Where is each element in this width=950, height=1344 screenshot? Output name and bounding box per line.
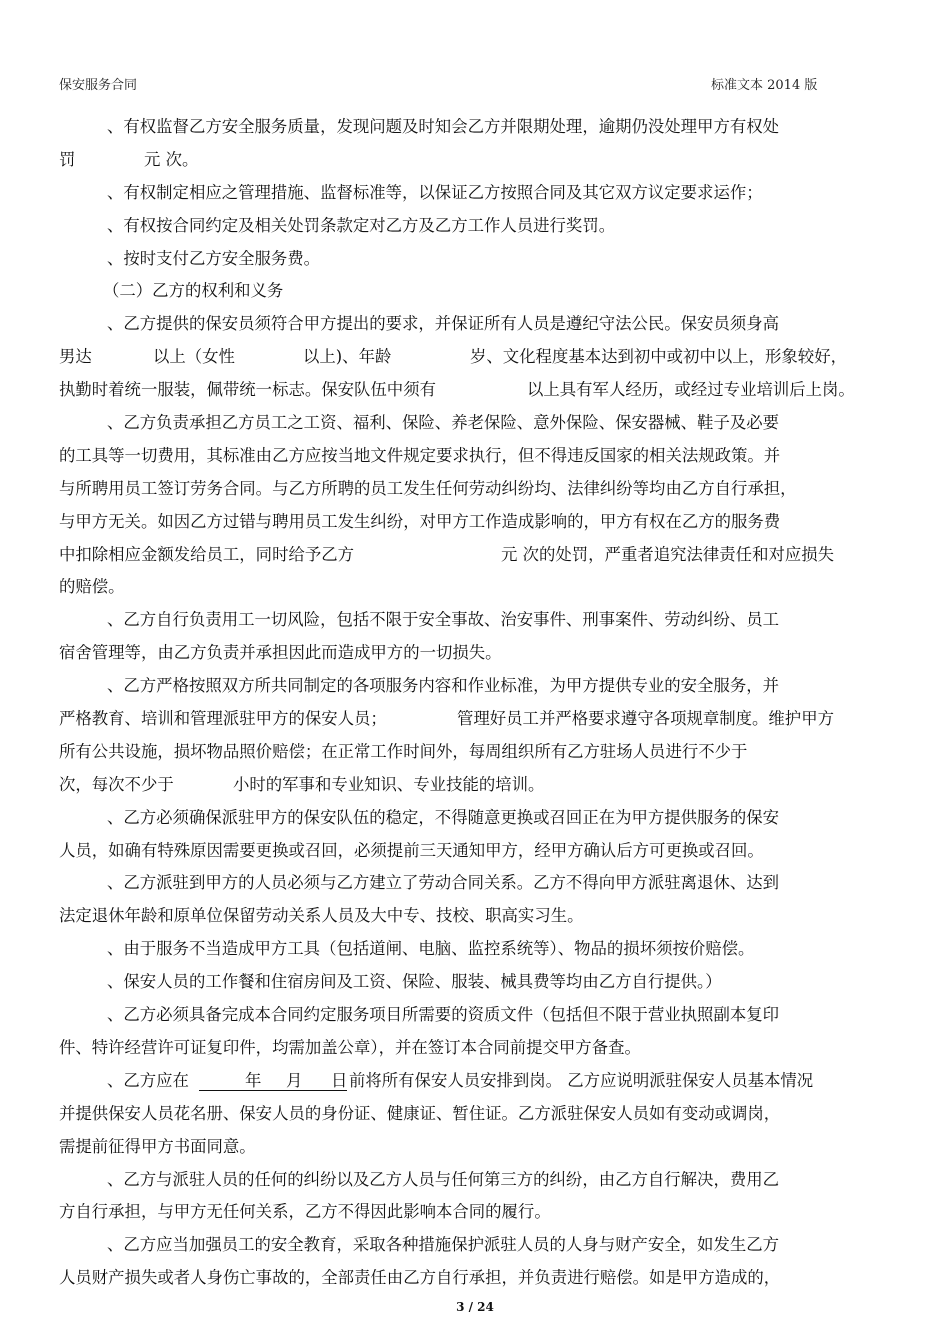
text-run: 、乙方与派驻人员的任何的纠纷以及乙方人员与任何第三方的纠纷，由乙方自行解决，费用乙	[107, 1169, 780, 1189]
text-run: 罚	[59, 149, 76, 169]
date-blank-underline	[199, 1068, 347, 1091]
text-run: 件、特许经营许可证复印件，均需加盖公章），并在签订本合同前提交甲方备查。	[59, 1037, 641, 1057]
text-run: 以上具有军人经历，或经过专业培训后上岗。	[527, 380, 855, 400]
text-run: 日	[331, 1070, 348, 1090]
text-line	[59, 571, 895, 604]
text-line	[59, 473, 895, 506]
text-run: 、乙方自行负责用工一切风险，包括不限于安全事故、治安事件、刑事案件、劳动纠纷、员工	[107, 610, 780, 630]
text-run: 宿舍管理等，由乙方负责并承担因此而造成甲方的一切损失。	[59, 643, 502, 663]
text-line	[59, 111, 895, 144]
text-line	[59, 1065, 895, 1098]
text-line	[59, 177, 895, 210]
text-run: 、有权制定相应之管理措施、监督标准等，以保证乙方按照合同及其它双方议定要求运作；	[107, 182, 763, 202]
section-heading	[59, 275, 895, 308]
text-line	[59, 835, 895, 868]
text-line	[59, 210, 895, 243]
text-run: 执勤时着统一服装，佩带统一标志。保安队伍中须有	[59, 380, 436, 400]
contract-body	[59, 111, 895, 1295]
text-run: 的工具等一切费用，其标准由乙方应按当地文件规定要求执行，但不得违反国家的相关法规政策。并	[59, 445, 781, 465]
text-run: 、乙方派驻到甲方的人员必须与乙方建立了劳动合同关系。乙方不得向甲方派驻离退休、达到	[107, 873, 780, 893]
text-run: 、乙方必须具备完成本合同约定服务项目所需要的资质文件（包括但不限于营业执照副本复印	[107, 1005, 780, 1025]
text-run: 与甲方无关。如因乙方过错与聘用员工发生纠纷，对甲方工作造成影响的，甲方有权在乙方的服务费	[59, 511, 781, 531]
text-run: 人员财产损失或者人身伤亡事故的，全部责任由乙方自行承担，并负责进行赔偿。如是甲方造成的，	[59, 1268, 781, 1288]
text-run: 、乙方应在	[107, 1070, 189, 1090]
text-run: 岁、文化程度基本达到初中或初中以上，形象较好，	[470, 347, 847, 367]
text-run: 、乙方应当加强员工的安全教育，采取各种措施保护派驻人员的人身与财产安全，如发生乙方	[107, 1235, 780, 1255]
text-run: 元 次。	[144, 149, 199, 169]
text-run: 元 次的处罚，严重者追究法律责任和对应损失	[501, 544, 835, 564]
text-line	[59, 539, 895, 572]
page-number: 3 / 24	[456, 1300, 494, 1314]
text-run: 中扣除相应金额发给员工，同时给予乙方	[59, 544, 355, 564]
text-line	[59, 670, 895, 703]
text-line	[59, 1262, 895, 1295]
text-run: 、乙方必须确保派驻甲方的保安队伍的稳定，不得随意更换或召回正在为甲方提供服务的保安	[107, 807, 780, 827]
text-run: 、按时支付乙方安全服务费。	[107, 248, 321, 268]
text-run: 以上（女性	[153, 347, 235, 367]
text-run: 、乙方提供的保安员须符合甲方提出的要求，并保证所有人员是遵纪守法公民。保安员须身高	[107, 314, 780, 334]
text-line	[59, 999, 895, 1032]
text-run: 、由于服务不当造成甲方工具（包括道闸、电脑、监控系统等）、物品的损坏须按价赔偿。	[107, 939, 755, 959]
text-line	[59, 440, 895, 473]
text-line	[59, 1164, 895, 1197]
text-run: （二）乙方的权利和义务	[103, 281, 284, 301]
text-run: 、有权按合同约定及相关处罚条款定对乙方及乙方工作人员进行奖罚。	[107, 215, 616, 235]
text-line	[59, 966, 895, 999]
text-line	[59, 1131, 895, 1164]
text-run: 以上)、年龄	[303, 347, 392, 367]
text-line	[59, 867, 895, 900]
text-line	[59, 1229, 895, 1262]
text-run: 并提供保安人员花名册、保安人员的身份证、健康证、暂住证。乙方派驻保安人员如有变动或调岗，	[59, 1103, 781, 1123]
text-run: 法定退休年龄和原单位保留劳动关系人员及大中专、技校、职高实习生。	[59, 906, 584, 926]
text-line	[59, 769, 895, 802]
text-line	[59, 1196, 895, 1229]
text-line	[59, 900, 895, 933]
text-line	[59, 374, 895, 407]
text-run: 小时的军事和专业知识、专业技能的培训。	[233, 774, 545, 794]
text-run: 方自行承担，与甲方无任何关系，乙方不得因此影响本合同的履行。	[59, 1202, 551, 1222]
text-run: 管理好员工并严格要求遵守各项规章制度。维护甲方	[457, 709, 834, 729]
text-line	[59, 144, 895, 177]
text-run: 年	[245, 1070, 262, 1090]
text-run: 、保安人员的工作餐和住宿房间及工资、保险、服装、械具费等均由乙方自行提供。）	[107, 972, 722, 992]
text-run: 与所聘用员工签订劳务合同。与乙方所聘的员工发生任何劳动纠纷均、法律纠纷等均由乙方自行承担，	[59, 478, 797, 498]
text-run: 需提前征得甲方书面同意。	[59, 1136, 256, 1156]
text-run: 男达	[59, 347, 92, 367]
text-line	[59, 1032, 895, 1065]
text-line	[59, 637, 895, 670]
text-run: 严格教育、培训和管理派驻甲方的保安人员；	[59, 709, 387, 729]
text-run: 次，每次不少于	[59, 774, 174, 794]
text-line	[59, 407, 895, 440]
text-run: 所有公共设施，损坏物品照价赔偿；在正常工作时间外，每周组织所有乙方驻场人员进行不少于	[59, 741, 748, 761]
text-line	[59, 1098, 895, 1131]
text-run: 人员，如确有特殊原因需要更换或召回，必须提前三天通知甲方，经甲方确认后方可更换或召回。	[59, 840, 764, 860]
text-line	[59, 341, 895, 374]
header-title: 保安服务合同	[59, 78, 138, 93]
text-run: 的赔偿。	[59, 577, 125, 597]
text-line	[59, 933, 895, 966]
text-run: 、乙方严格按照双方所共同制定的各项服务内容和作业标准，为甲方提供专业的安全服务，并	[107, 676, 780, 696]
text-line	[59, 506, 895, 539]
text-run: 月	[286, 1070, 303, 1090]
text-line	[59, 308, 895, 341]
text-line	[59, 802, 895, 835]
header-edition: 标准文本 2014 版	[711, 78, 818, 93]
text-line	[59, 736, 895, 769]
text-run: 、乙方负责承担乙方员工之工资、福利、保险、养老保险、意外保险、保安器械、鞋子及必要	[107, 413, 780, 433]
text-line	[59, 703, 895, 736]
text-line	[59, 243, 895, 276]
text-line	[59, 604, 895, 637]
text-run: 、有权监督乙方安全服务质量，发现问题及时知会乙方并限期处理，逾期仍没处理甲方有权处	[107, 117, 780, 136]
text-run: 前将所有保安人员安排到岗。 乙方应说明派驻保安人员基本情况	[349, 1070, 814, 1090]
